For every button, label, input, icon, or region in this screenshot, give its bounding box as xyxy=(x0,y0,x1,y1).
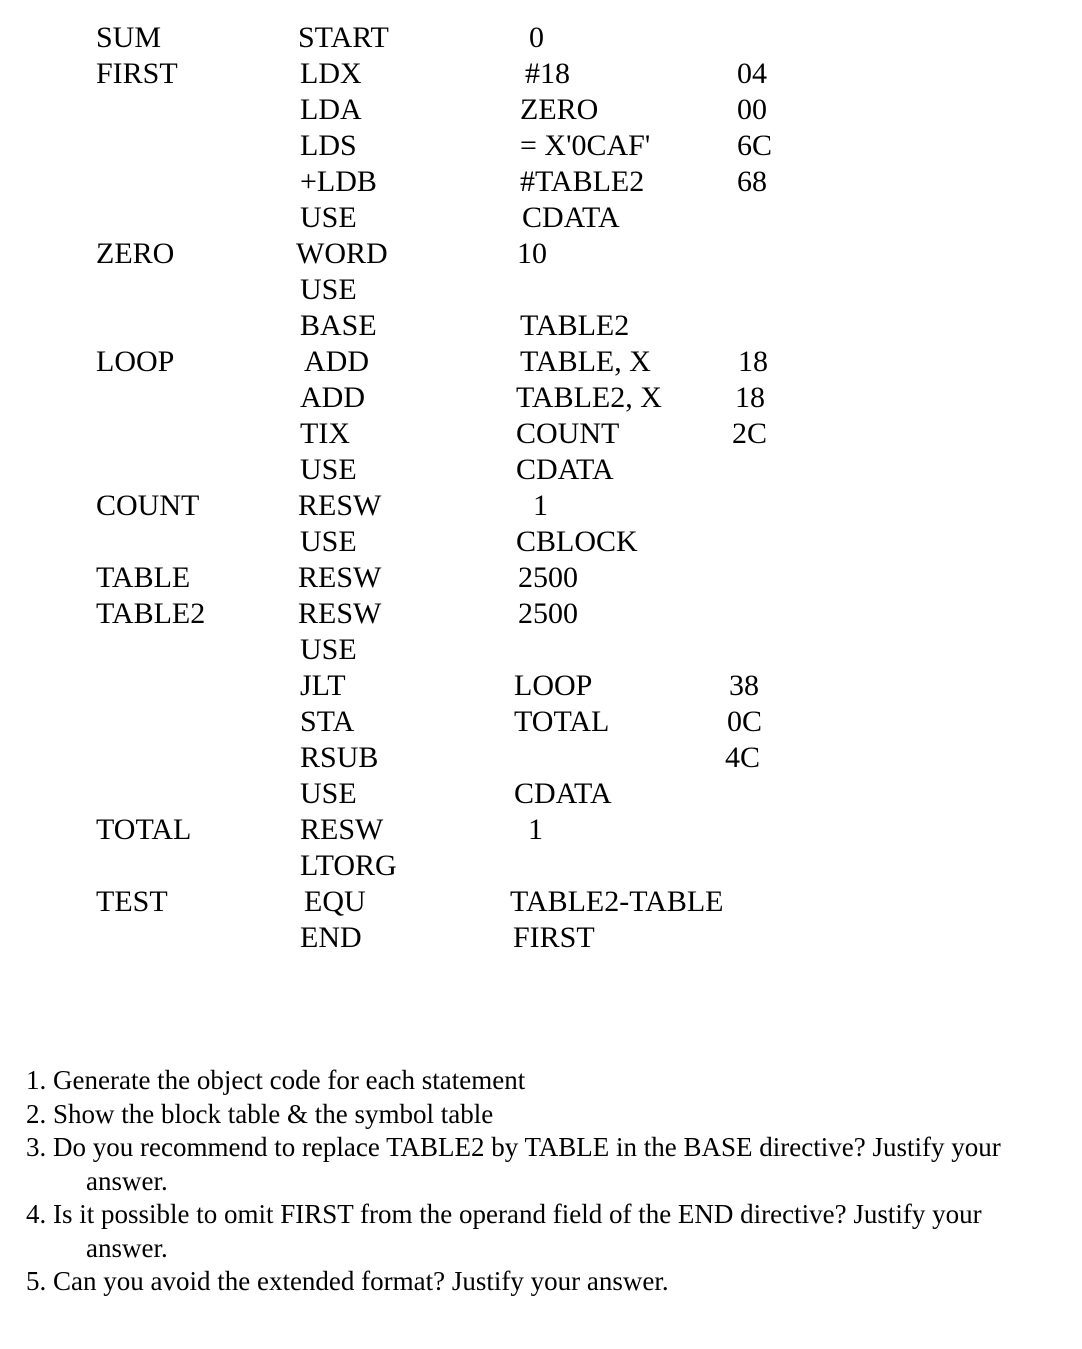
opcode-cell: USE xyxy=(300,525,357,558)
program-line xyxy=(0,200,1082,236)
question-text: 2. Show the block table & the symbol table xyxy=(26,1098,494,1129)
operand-cell: 0 xyxy=(529,21,544,54)
program-line xyxy=(0,236,1082,272)
object-code-cell: 18 xyxy=(735,381,765,414)
opcode-cell: RESW xyxy=(298,597,382,630)
program-line xyxy=(0,20,1082,56)
operand-cell: TABLE2, X xyxy=(516,381,662,414)
question-item xyxy=(26,1098,1066,1132)
operand-cell: #18 xyxy=(525,57,570,90)
program-line xyxy=(0,668,1082,704)
program-line xyxy=(0,380,1082,416)
opcode-cell: END xyxy=(300,921,362,954)
question-text: 4. Is it possible to omit FIRST from the operand field of the END directive? Justify your answer. xyxy=(26,1199,982,1263)
question-text: 5. Can you avoid the extended format? Justify your answer. xyxy=(26,1266,669,1296)
opcode-cell: START xyxy=(298,21,389,54)
label-cell: TOTAL xyxy=(96,813,192,846)
opcode-cell: LDA xyxy=(300,93,362,126)
program-line xyxy=(0,308,1082,344)
label-cell: SUM xyxy=(96,21,162,54)
object-code-cell: 68 xyxy=(737,165,767,198)
opcode-cell: EQU xyxy=(304,885,366,918)
program-line xyxy=(0,128,1082,164)
object-code-cell: 2C xyxy=(732,417,768,450)
question-text: 3. Do you recommend to replace TABLE2 by TABLE in the BASE directive? Justify your answer. xyxy=(26,1132,1001,1196)
program-line xyxy=(0,272,1082,308)
program-line xyxy=(0,632,1082,668)
opcode-cell: WORD xyxy=(296,237,388,270)
opcode-cell: USE xyxy=(300,453,357,486)
opcode-cell: USE xyxy=(300,633,357,666)
opcode-cell: RSUB xyxy=(300,741,379,774)
program-line xyxy=(0,740,1082,776)
opcode-cell: USE xyxy=(300,273,357,306)
object-code-cell: 6C xyxy=(737,129,773,162)
operand-cell: CDATA xyxy=(522,201,620,234)
label-cell: FIRST xyxy=(96,57,178,90)
operand-cell: CDATA xyxy=(516,453,614,486)
opcode-cell: JLT xyxy=(300,669,346,702)
program-line xyxy=(0,344,1082,380)
opcode-cell: BASE xyxy=(300,309,377,342)
label-cell: COUNT xyxy=(96,489,200,522)
object-code-cell: 0C xyxy=(727,705,763,738)
object-code-cell: 04 xyxy=(737,57,767,90)
label-cell: ZERO xyxy=(96,237,175,270)
program-line xyxy=(0,812,1082,848)
operand-cell: TOTAL xyxy=(514,705,610,738)
program-line xyxy=(0,560,1082,596)
object-code-cell: 38 xyxy=(729,669,759,702)
program-line xyxy=(0,884,1082,920)
program-line xyxy=(0,776,1082,812)
program-line xyxy=(0,416,1082,452)
program-line xyxy=(0,596,1082,632)
object-code-cell: 4C xyxy=(725,741,761,774)
label-cell: TABLE2 xyxy=(96,597,206,630)
opcode-cell: LTORG xyxy=(300,849,397,882)
operand-cell: ZERO xyxy=(520,93,599,126)
operand-cell: FIRST xyxy=(513,921,595,954)
opcode-cell: RESW xyxy=(298,489,382,522)
operand-cell: CBLOCK xyxy=(516,525,638,558)
program-line xyxy=(0,92,1082,128)
program-line xyxy=(0,848,1082,884)
opcode-cell: USE xyxy=(300,201,357,234)
program-line xyxy=(0,488,1082,524)
opcode-cell: LDX xyxy=(300,57,362,90)
opcode-cell: RESW xyxy=(300,813,384,846)
label-cell: LOOP xyxy=(96,345,175,378)
question-text: 1. Generate the object code for each statement xyxy=(26,1065,526,1095)
operand-cell: LOOP xyxy=(514,669,593,702)
operand-cell: 1 xyxy=(533,489,548,522)
operand-cell: 10 xyxy=(517,237,547,270)
label-cell: TABLE xyxy=(96,561,191,594)
opcode-cell: LDS xyxy=(300,129,357,162)
program-line xyxy=(0,56,1082,92)
opcode-cell: STA xyxy=(300,705,355,738)
operand-cell: TABLE2-TABLE xyxy=(510,885,724,918)
opcode-cell: TIX xyxy=(300,417,350,450)
program-line xyxy=(0,524,1082,560)
question-list xyxy=(26,1064,1066,1299)
opcode-cell: ADD xyxy=(304,345,369,378)
question-item xyxy=(26,1265,1066,1299)
question-item xyxy=(26,1064,1066,1098)
operand-cell: = X'0CAF' xyxy=(520,129,651,162)
operand-cell: TABLE, X xyxy=(520,345,651,378)
program-line xyxy=(0,704,1082,740)
operand-cell: 1 xyxy=(528,813,543,846)
question-item xyxy=(26,1198,1066,1265)
operand-cell: COUNT xyxy=(516,417,620,450)
opcode-cell: USE xyxy=(300,777,357,810)
opcode-cell: +LDB xyxy=(300,165,377,198)
operand-cell: TABLE2 xyxy=(520,309,630,342)
operand-cell: 2500 xyxy=(518,561,578,594)
object-code-cell: 00 xyxy=(737,93,767,126)
object-code-cell: 18 xyxy=(738,345,768,378)
program-line xyxy=(0,920,1082,956)
label-cell: TEST xyxy=(96,885,168,918)
operand-cell: 2500 xyxy=(518,597,578,630)
opcode-cell: RESW xyxy=(298,561,382,594)
operand-cell: CDATA xyxy=(514,777,612,810)
program-line xyxy=(0,452,1082,488)
program-line xyxy=(0,164,1082,200)
operand-cell: #TABLE2 xyxy=(520,165,645,198)
question-item xyxy=(26,1131,1066,1198)
opcode-cell: ADD xyxy=(300,381,365,414)
